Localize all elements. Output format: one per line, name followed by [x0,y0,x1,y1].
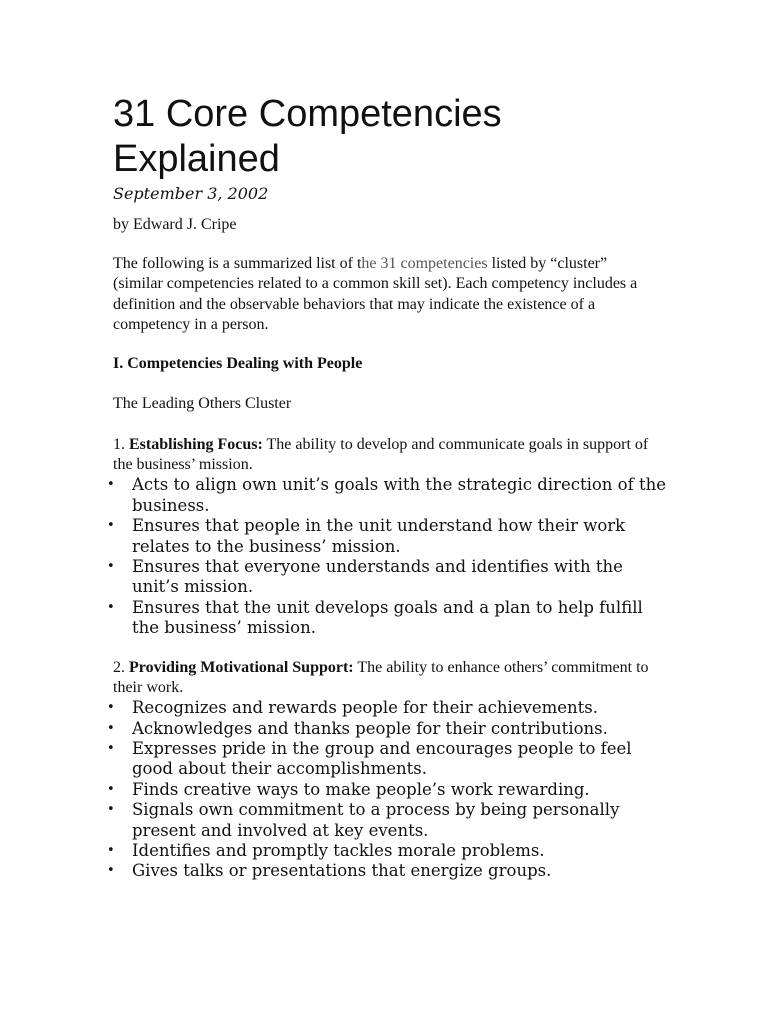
competency-number: 2. [113,658,125,676]
list-item: • Identifies and promptly tackles morale problems. [113,841,673,861]
list-item: • Acknowledges and thanks people for their contributions. [113,719,673,739]
competency-2-behaviors [113,698,673,882]
competency-name: Providing Motivational Support: [129,658,354,676]
intro-text-start: The following is a summarized list of t [113,255,362,272]
cluster-heading: The Leading Others Cluster [113,395,292,413]
competencies-link[interactable]: he 31 competencies [361,255,488,272]
list-item: • Signals own commitment to a process by being personally present and involved at key events. [113,800,673,841]
competency-definition: The ability to enhance others’ commitment to their work. [113,658,649,696]
competency-1-definition [113,435,658,476]
article-title: 31 Core Competencies Explained [113,93,502,180]
list-item: • Ensures that the unit develops goals and a plan to help fulfill the business’ mission. [113,598,673,639]
section-heading: I. Competencies Dealing with People [113,355,363,373]
list-item: • Gives talks or presentations that energize groups. [113,861,673,881]
competency-number: 1. [113,435,125,453]
competency-2-definition [113,658,658,699]
list-item: • Recognizes and rewards people for their achievements. [113,698,673,718]
list-item: • Ensures that people in the unit understand how their work relates to the business’ mission. [113,516,673,557]
list-item: • Finds creative ways to make people’s work rewarding. [113,780,673,800]
article-date: September 3, 2002 [113,184,269,203]
competency-definition: The ability to develop and communicate goals in support of the business’ mission. [113,435,649,474]
list-item: • Expresses pride in the group and encourages people to feel good about their accomplishments. [113,739,673,780]
article-author: by Edward J. Cripe [113,216,237,233]
list-item: • Acts to align own unit’s goals with the strategic direction of the business. [113,475,673,516]
list-item: • Ensures that everyone understands and identifies with the unit’s mission. [113,557,673,598]
competency-1-behaviors [113,475,673,638]
intro-text-end: listed by “cluster” (similar competencies related to a common skill set). Each competency includes a definition and the observable behaviors that may indicate the existence of a competency in a person. [113,255,638,333]
competency-name: Establishing Focus: [129,435,263,453]
article-body [113,92,666,882]
intro-paragraph [113,254,658,335]
